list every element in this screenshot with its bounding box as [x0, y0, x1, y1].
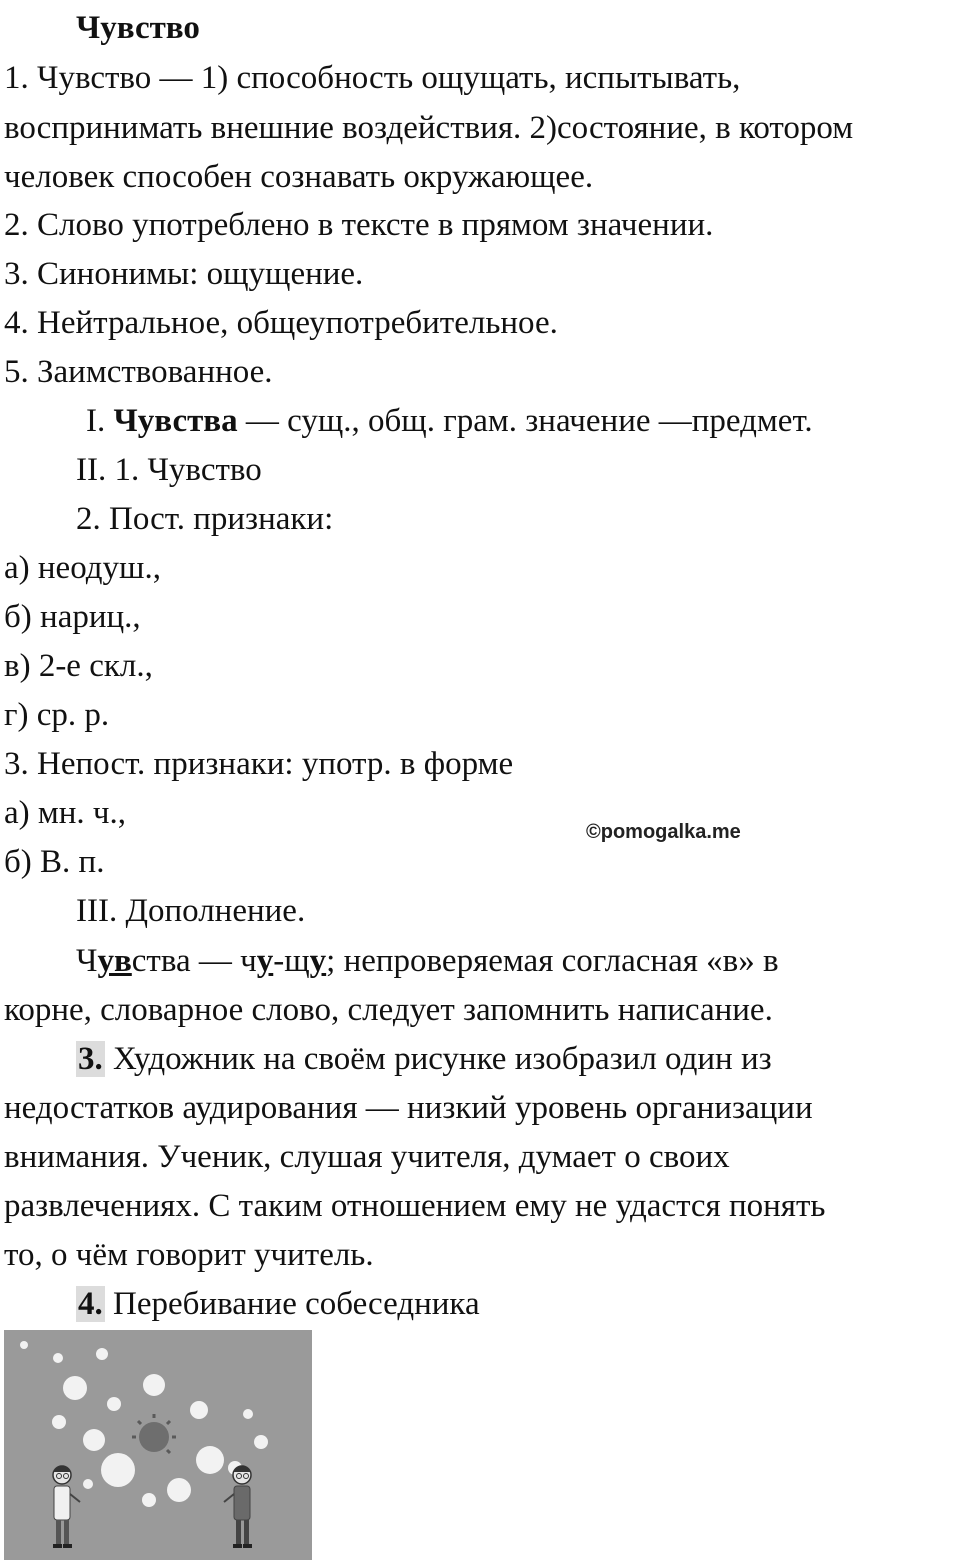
speech-bubble-large [196, 1446, 224, 1474]
item-5: 5. Заимствованное. [4, 354, 273, 390]
speech-bubble [83, 1429, 105, 1451]
speech-bubble [254, 1435, 268, 1449]
speech-bubble [20, 1341, 28, 1349]
speech-bubble [143, 1374, 165, 1396]
speech-bubble [63, 1376, 87, 1400]
const-feature-c: в) 2-е скл., [4, 648, 153, 684]
const-feature-d: г) ср. р. [4, 697, 110, 733]
watermark: ©pomogalka.me [586, 821, 741, 843]
page-title: Чувство [76, 10, 200, 46]
illustration-svg [4, 1330, 312, 1560]
task-3-line-3: внимания. Ученик, слушая учителя, думает о своих [4, 1139, 730, 1175]
speech-bubble [142, 1493, 156, 1507]
speech-bubble [107, 1397, 121, 1411]
spelling-underlined-part: у [309, 943, 327, 979]
analyzed-word: Чувства [113, 403, 238, 439]
spelling-part: ; непроверяемая согласная «в» в [326, 943, 779, 979]
const-features-heading: 2. Пост. признаки: [76, 501, 334, 537]
speech-bubble [190, 1401, 208, 1419]
illustration-conversation [4, 1330, 312, 1560]
speech-bubble [52, 1415, 66, 1429]
meaning-line-1: 1. Чувство — 1) способность ощущать, испытывать, [4, 60, 741, 96]
task-3-number: 3. [78, 1041, 103, 1077]
item-3: 3. Синонимы: ощущение. [4, 256, 364, 292]
task-3-line-5: то, о чём говорит учитель. [4, 1237, 374, 1273]
speech-bubble [243, 1409, 253, 1419]
meaning-line-2: воспринимать внешние воздействия. 2)состояние, в котором [4, 110, 854, 146]
speech-bubble [53, 1353, 63, 1363]
task-3-line-4: развлечениях. С таким отношением ему не удастся понять [4, 1188, 826, 1224]
task-4-line [76, 1284, 480, 1324]
const-feature-b: б) нариц., [4, 599, 141, 635]
morph-roman-2: II. 1. Чувство [76, 452, 262, 488]
spelling-underlined-part: у [256, 943, 274, 979]
nonconst-features-heading: 3. Непост. признаки: употр. в форме [4, 746, 514, 782]
spelling-line-2: корне, словарное слово, следует запомнить написание. [4, 992, 773, 1028]
const-feature-a: а) неодуш., [4, 550, 161, 586]
morph-roman-1 [86, 401, 813, 441]
task-4-number: 4. [78, 1286, 103, 1322]
speech-bubble [83, 1479, 93, 1489]
spelling-underlined-part: ув [97, 943, 132, 979]
task-4-text: Перебивание собеседника [113, 1286, 480, 1322]
morph-roman-1-rest: — сущ., общ. грам. значение —предмет. [245, 403, 813, 439]
spelling-line-1 [76, 941, 779, 981]
spelling-part: -щ [273, 943, 310, 979]
item-4: 4. Нейтральное, общеупотребительное. [4, 305, 558, 341]
roman-numeral: I. [86, 403, 106, 439]
task-3-line-2: недостатков аудирования — низкий уровень организации [4, 1090, 813, 1126]
nonconst-feature-a: а) мн. ч., [4, 795, 127, 831]
nonconst-feature-b: б) В. п. [4, 844, 105, 880]
spelling-part: Ч [76, 943, 98, 979]
meaning-line-3: человек способен сознавать окружающее. [4, 159, 594, 195]
speech-bubble [96, 1348, 108, 1360]
speech-bubble-large [101, 1453, 135, 1487]
item-2: 2. Слово употреблено в тексте в прямом значении. [4, 207, 714, 243]
spelling-part: ства — ч [131, 943, 257, 979]
morph-roman-3: III. Дополнение. [76, 893, 306, 929]
task-3-line-1 [76, 1039, 772, 1079]
task-3-text: Художник на своём рисунке изобразил один из [113, 1041, 772, 1077]
speech-bubble-large [167, 1478, 191, 1502]
